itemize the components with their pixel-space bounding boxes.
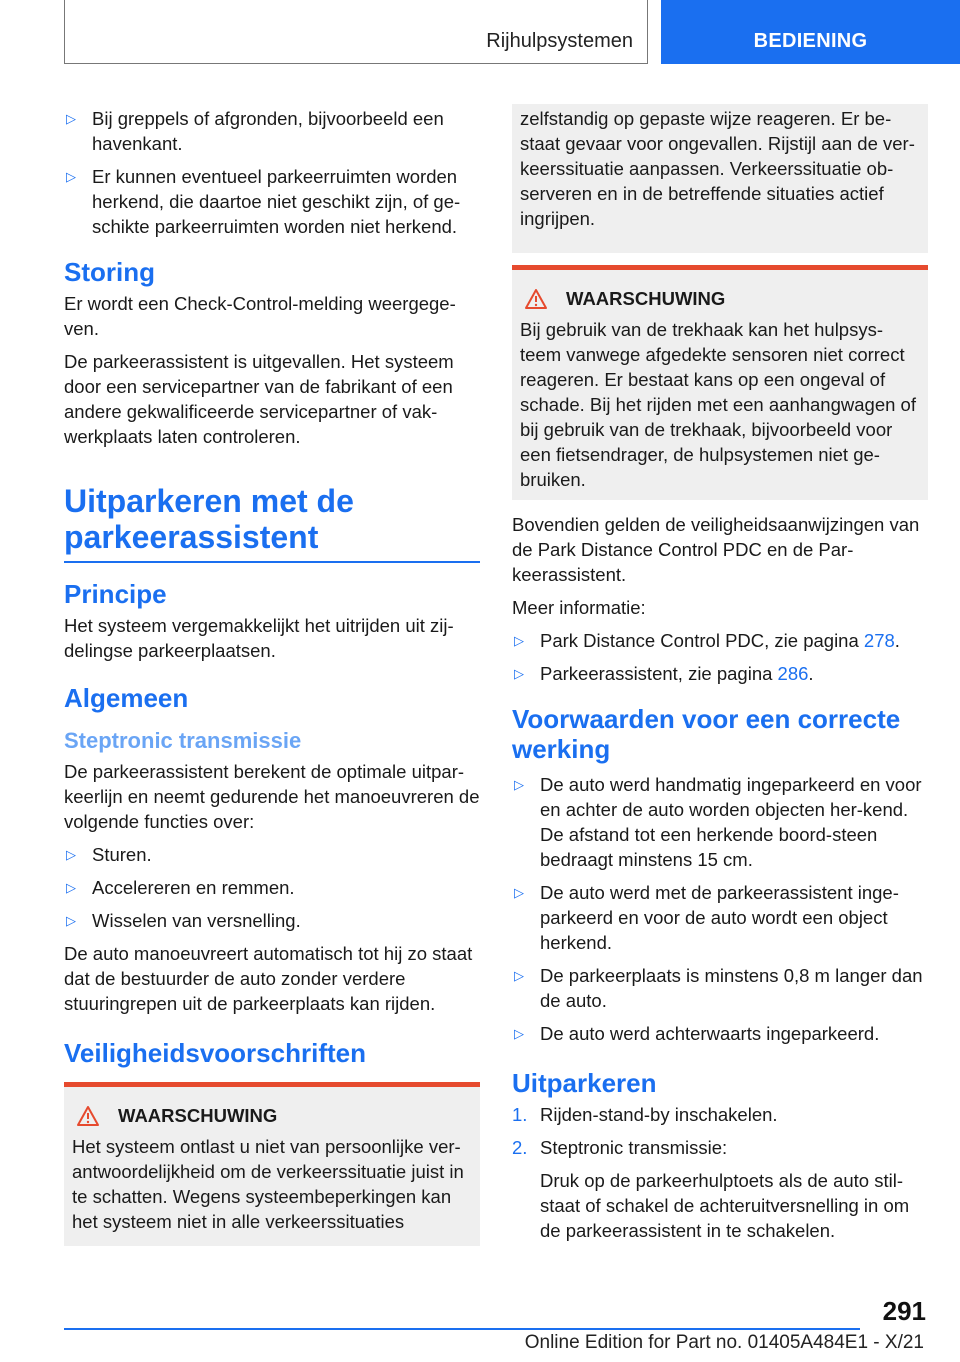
- warning-label: WAARSCHUWING: [118, 1105, 278, 1126]
- storing-paragraph-1: Er wordt een Check-Control-melding weergege-ven.: [64, 293, 456, 339]
- veiligheid-heading: Veiligheidsvoorschriften: [64, 1038, 366, 1068]
- uitparkeren-heading: Uitparkeren: [512, 1068, 657, 1098]
- auto-paragraph: De auto manoeuvreert automatisch tot hij zo staat dat de bestuurder de auto zonder verdere stuuringrepen uit de parkeerplaats kan rijden.: [64, 943, 473, 1014]
- warning-triangle-icon: [76, 1105, 100, 1127]
- list-item: ▷ Sturen.: [64, 842, 480, 867]
- list-item: ▷ Parkeerassistent, zie pagina 286.: [512, 661, 928, 686]
- warning-box-2: [512, 265, 928, 500]
- header-chapter-title: BEDIENING: [753, 30, 868, 52]
- steptronic-paragraph: De parkeerassistent berekent de optimale uitpar-keerlijn en neemt gedurende het manoeuvreren de volgende functies over:: [64, 761, 480, 832]
- right-column: [512, 104, 928, 1251]
- list-item: ▷ Bij greppels of afgronden, bijvoorbeeld een havenkant.: [64, 106, 480, 156]
- reference-list: [512, 628, 928, 686]
- bovendien-paragraph: Bovendien gelden de veiligheidsaanwijzingen van de Park Distance Control PDC en de Par-keerassistent.: [512, 514, 920, 585]
- page-link-286[interactable]: 286: [777, 663, 809, 684]
- principe-paragraph: Het systeem vergemakkelijkt het uitrijden uit zij-delingse parkeerplaatsen.: [64, 615, 454, 661]
- footer-rule: [64, 1328, 860, 1330]
- functions-list: [64, 842, 480, 933]
- list-item: ▷ De auto werd met de parkeerassistent inge-parkeerd en voor de auto wordt een object herkend.: [512, 880, 928, 955]
- principe-heading: Principe: [64, 579, 167, 609]
- storing-heading: Storing: [64, 257, 155, 287]
- footer-edition: Online Edition for Part no. 01405A484E1 - X/21: [524, 1332, 924, 1353]
- main-heading: Uitparkeren met de parkeerassistent: [64, 483, 354, 555]
- list-item: ▷ De auto werd achterwaarts ingeparkeerd.: [512, 1021, 928, 1046]
- bullet-list-top: [64, 106, 480, 239]
- algemeen-heading: Algemeen: [64, 683, 189, 713]
- heading-rule: [64, 561, 480, 563]
- page-link-278[interactable]: 278: [863, 630, 895, 651]
- list-item: ▷ Accelereren en remmen.: [64, 875, 480, 900]
- list-item: 2. Steptronic transmissie: Druk op de parkeerhulptoets als de auto stil-staat of schakel de achteruitversnelling in om de parkeerassistent in te schakelen.: [512, 1135, 928, 1243]
- conditions-list: [512, 772, 928, 1046]
- list-item: ▷ Park Distance Control PDC, zie pagina 278.: [512, 628, 928, 653]
- warning-text: Het systeem ontlast u niet van persoonlijke ver-antwoordelijkheid om de verkeerssituatie juist in te schatten. Wegens systeembeperkingen kan het systeem niet in alle verkeerssituaties: [72, 1136, 464, 1232]
- list-item: ▷ Wisselen van versnelling.: [64, 908, 480, 933]
- page-number: 291: [882, 1296, 926, 1326]
- header-section-title: Rijhulpsystemen: [486, 30, 633, 52]
- step-detail: Druk op de parkeerhulptoets als de auto stil-staat of schakel de achteruitversnelling in om de parkeerassistent in te schakelen.: [540, 1170, 910, 1241]
- list-item: ▷ Er kunnen eventueel parkeerruimten worden herkend, die daartoe niet geschikt zijn, of ge-schikte parkeerruimten worden niet herkend.: [64, 164, 480, 239]
- list-item: 1. Rijden-stand-by inschakelen.: [512, 1104, 778, 1125]
- meer-info-label: Meer informatie:: [512, 597, 646, 618]
- warning-text: Bij gebruik van de trekhaak kan het hulpsys-teem vanwege afgedekte sensoren niet correct reageren. Er bestaat kans op een ongeval of schade. Bij het rijden met een aanhangwagen of bij gebruik van de trekhaak, bijvoorbeeld voor een fietsendrager, de hulpsystemen niet ge-bruiken.: [520, 319, 916, 490]
- steptronic-heading: Steptronic transmissie: [64, 728, 302, 753]
- steps-list: [512, 1102, 928, 1243]
- warning-box-1-continued: [512, 104, 928, 253]
- left-column: [64, 106, 480, 1246]
- list-item: ▷ De parkeerplaats is minstens 0,8 m langer dan de auto.: [512, 963, 928, 1013]
- list-item: ▷ De auto werd handmatig ingeparkeerd en voor en achter de auto worden objecten her-kend. De afstand tot een herkende boord-steen bedraagt minstens 15 cm.: [512, 772, 928, 872]
- storing-paragraph-2: De parkeerassistent is uitgevallen. Het systeem door een servicepartner van de fabrikant of een andere gekwalificeerde servicepartner of vak-werkplaats laten controleren.: [64, 351, 454, 447]
- header-section-tab: [64, 0, 648, 64]
- header-chapter-tab: [661, 0, 960, 64]
- warning-triangle-icon: [524, 288, 548, 310]
- voorwaarden-heading: Voorwaarden voor een correcte werking: [512, 704, 901, 764]
- warning-label: WAARSCHUWING: [566, 288, 726, 309]
- warning-text-continued: zelfstandig op gepaste wijze reageren. Er be-staat gevaar voor ongevallen. Rijstijl aan de ver-keerssituatie aanpassen. Verkeerssituatie ob-serveren en in de betreffende situaties actief ingrijpen.: [520, 108, 915, 229]
- warning-box-1: [64, 1082, 480, 1246]
